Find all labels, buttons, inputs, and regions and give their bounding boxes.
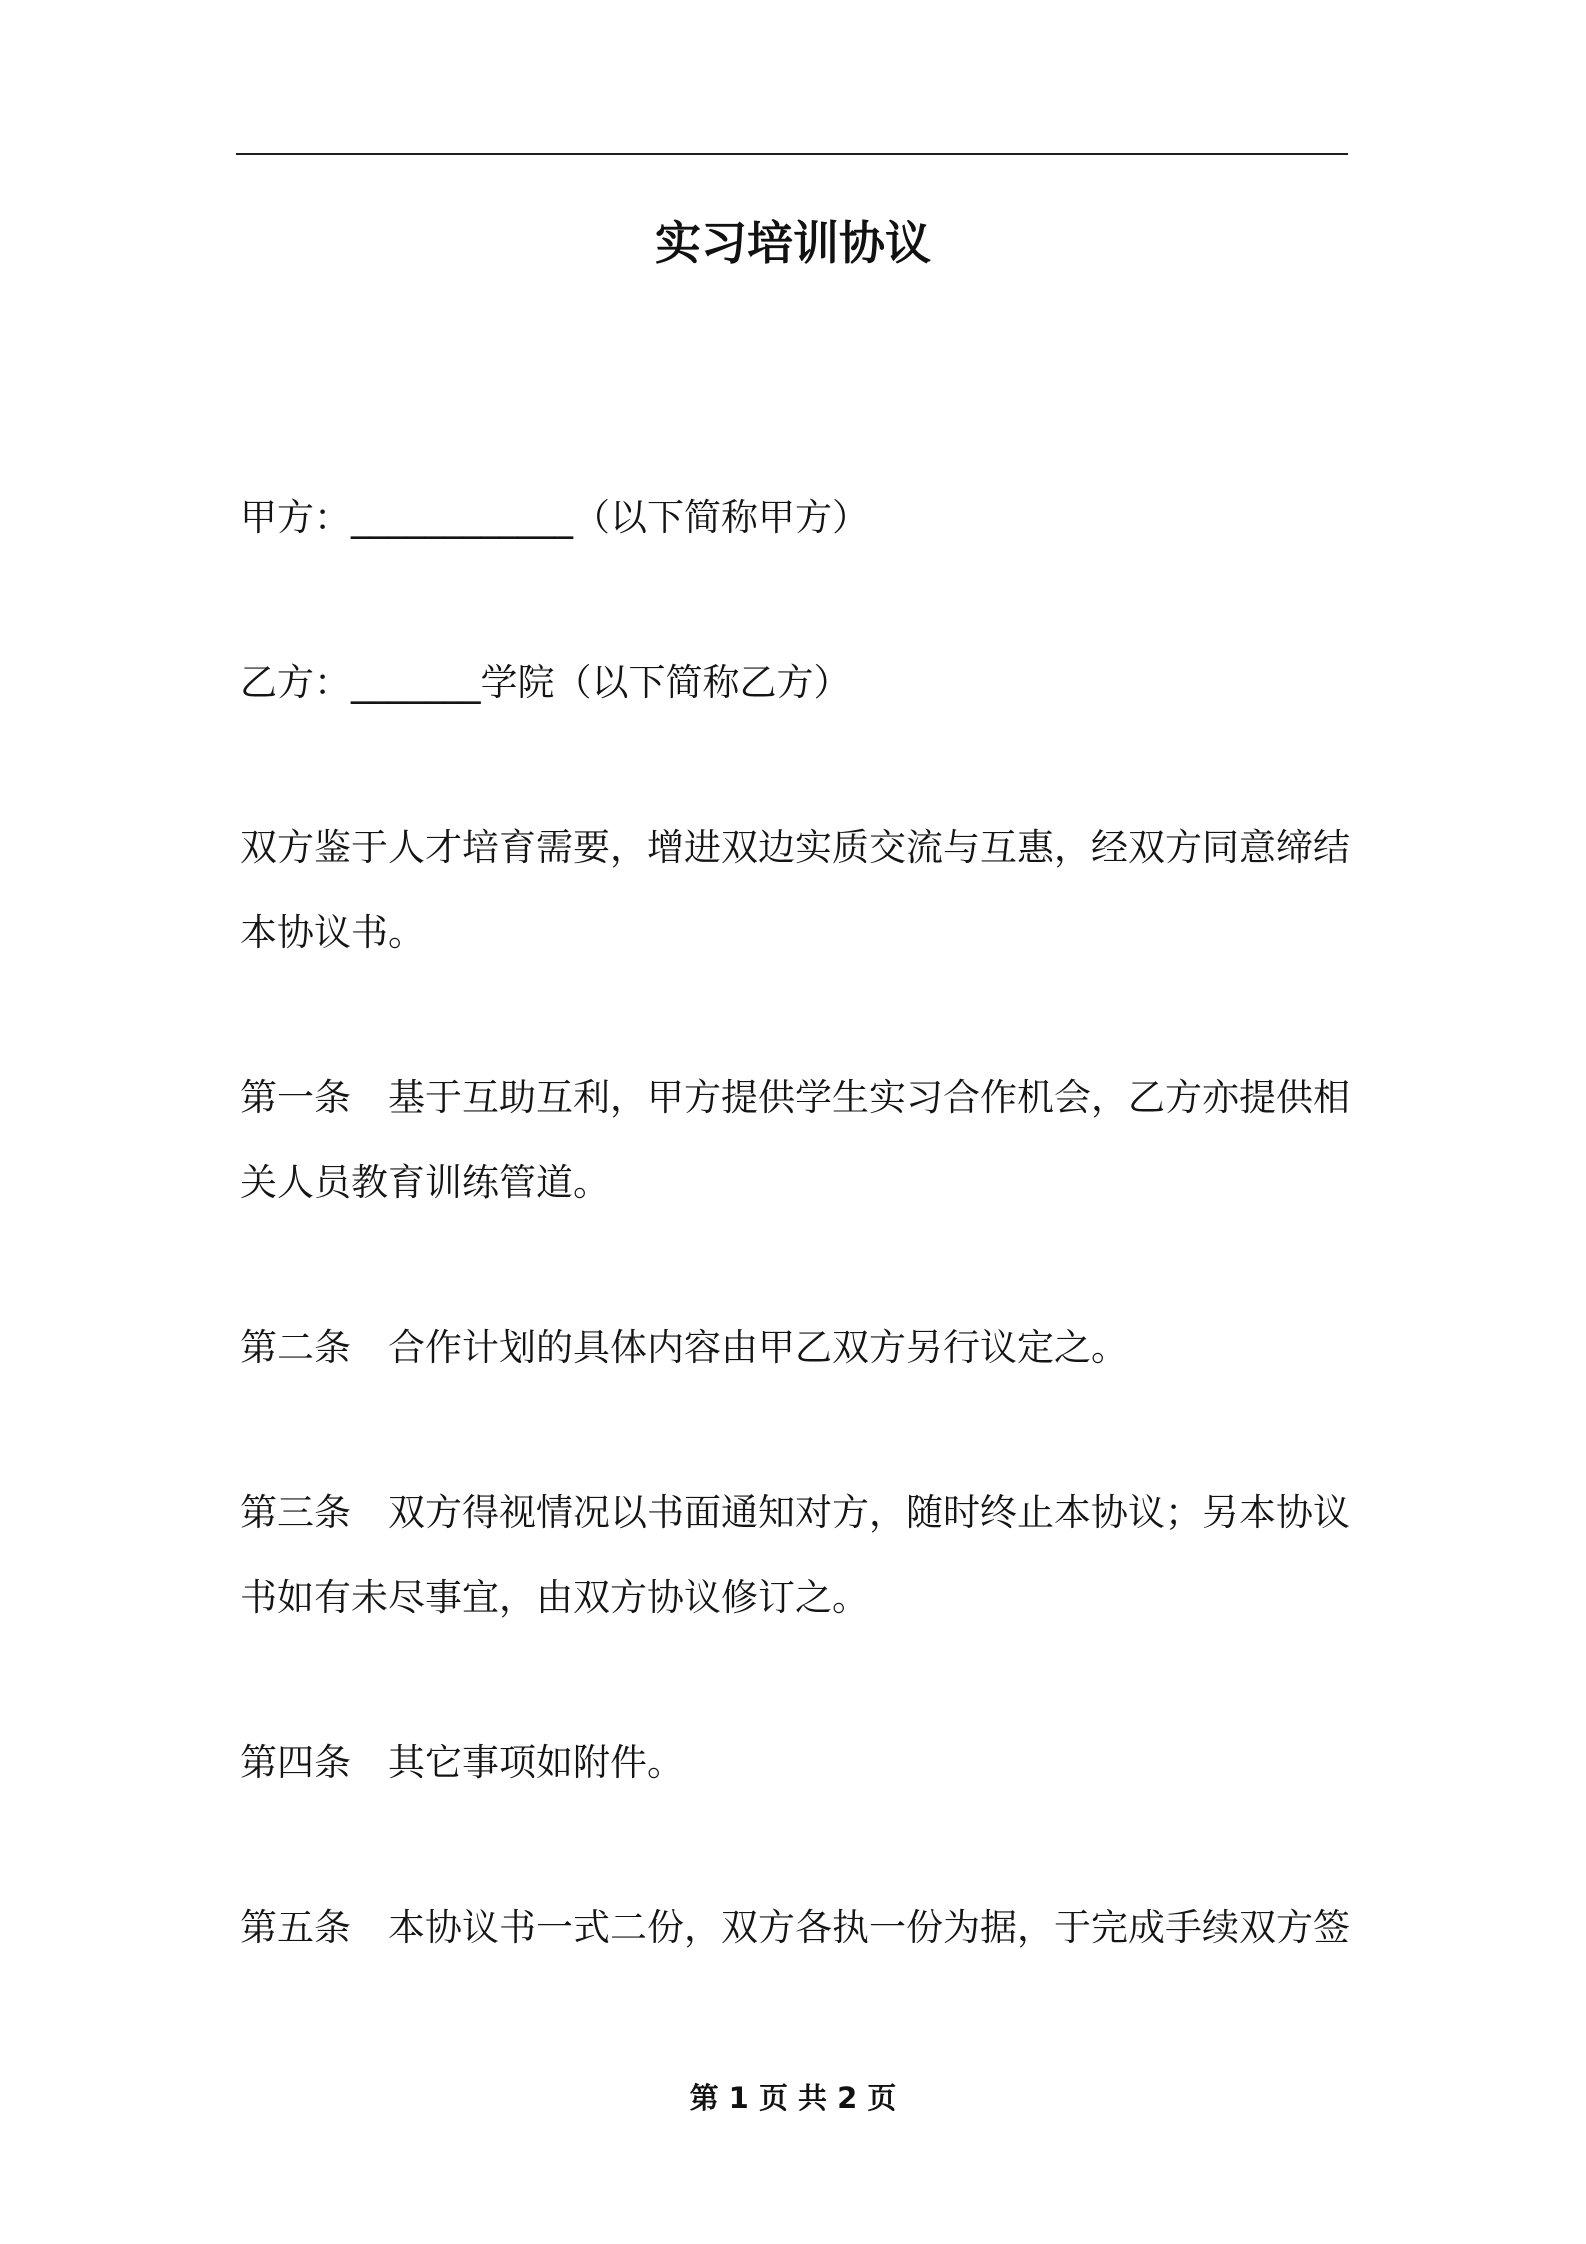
article-text: 双方得视情况以书面通知对方，随时终止本协议；另本协议书如有未尽事宜，由双方协议修订之。 xyxy=(240,1491,1350,1619)
header-rule xyxy=(236,153,1348,155)
article-label: 第三条 xyxy=(240,1491,351,1534)
party-b-line: 乙方：_______学院（以下简称乙方） xyxy=(240,661,851,704)
article-label: 第二条 xyxy=(240,1326,351,1369)
article-5 xyxy=(240,1885,1352,1970)
article-label: 第五条 xyxy=(240,1906,351,1949)
document-body xyxy=(240,475,1352,1970)
article-1 xyxy=(240,1055,1352,1225)
article-text: 基于互助互利，甲方提供学生实习合作机会，乙方亦提供相关人员教育训练管道。 xyxy=(240,1076,1350,1204)
article-2 xyxy=(240,1305,1352,1390)
article-label: 第四条 xyxy=(240,1741,351,1784)
page-number-footer: 第 1 页 共 2 页 xyxy=(689,2081,897,2115)
article-text: 其它事项如附件。 xyxy=(388,1741,684,1784)
preamble-paragraph: 双方鉴于人才培育需要，增进双边实质交流与互惠，经双方同意缔结本协议书。 xyxy=(240,826,1350,954)
article-text: 合作计划的具体内容由甲乙双方另行议定之。 xyxy=(388,1326,1128,1369)
article-3 xyxy=(240,1470,1352,1640)
article-4 xyxy=(240,1720,1352,1805)
party-a-line: 甲方：____________（以下简称甲方） xyxy=(240,496,869,539)
article-text: 本协议书一式二份，双方各执一份为据，于完成手续双方签 xyxy=(388,1906,1350,1949)
article-label: 第一条 xyxy=(240,1076,351,1119)
document-title: 实习培训协议 xyxy=(655,216,931,270)
